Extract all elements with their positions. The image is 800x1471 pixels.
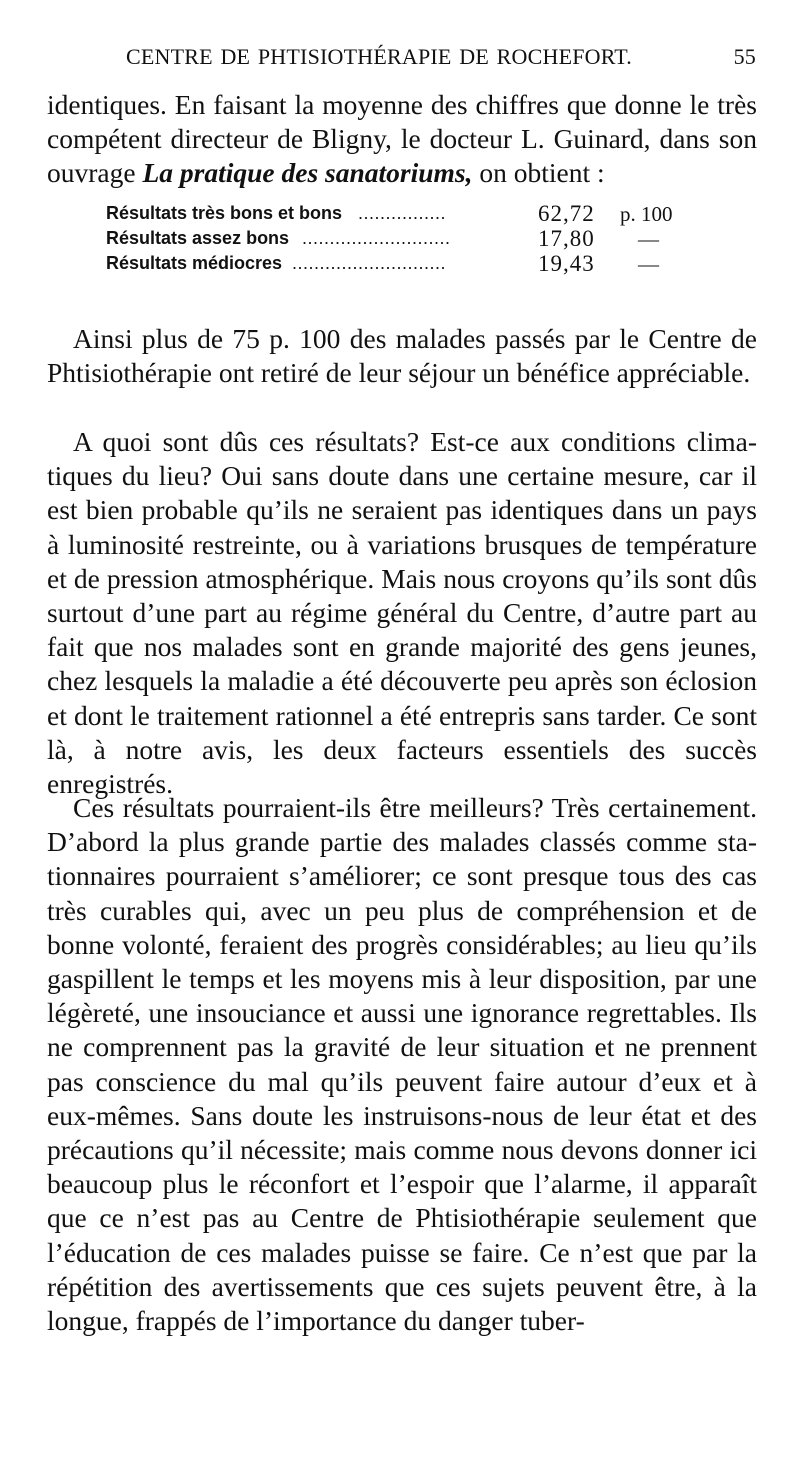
ditto-dash: — — [638, 252, 659, 276]
book-title: La pratique des sanatoriums, — [142, 157, 473, 189]
leader-dots: ........................... — [302, 228, 451, 248]
results-row — [106, 228, 686, 253]
ditto-dash: — — [638, 227, 659, 251]
result-unit: p. 100 — [620, 202, 673, 226]
result-label: Résultats très bons et bons — [106, 203, 343, 223]
paragraph-improvements: Ces résultats pourraient-ils être meilleurs? Très certainement. D’abord la plus grande partie des malades classés comme stationnaires pourraient s’améliorer; ce sont presque tous des cas très curables qui, avec un peu plus de compréhension et de bonne volonté, feraient des progrès considérables; au lieu qu’ils gaspillent le temps et les moyens mis à leur disposition, par une légèreté, une insouciance et aussi une ignorance regrettables. Ils ne comprennent pas la gravité de leur situation et ne prennent pas conscience du mal qu’ils peuvent faire autour d’eux et à eux-mêmes. Sans doute les instruisons-nous de leur état et des précautions qu’il nécessite; mais comme nous devons donner ici beaucoup plus le réconfort et l’espoir que l’alarme, il apparaît que ce n’est pas au Centre de Phtisiothérapie seulement que l’éducation de ces malades puisse se faire. Ce n’est que par la répétition des avertissements que ces sujets peuvent être, à la longue, frappés de l’importance du danger tuber- — [47, 792, 757, 1337]
results-row — [106, 203, 686, 228]
results-row — [106, 253, 686, 278]
results-table — [106, 203, 686, 278]
paragraph-intro-end: on obtient : — [472, 157, 605, 189]
page-number: 55 — [733, 44, 756, 69]
result-value: 17,80 — [538, 226, 595, 251]
result-value: 19,43 — [538, 251, 595, 276]
leader-dots: ................ — [358, 203, 447, 223]
result-label: Résultats assez bons — [106, 228, 290, 248]
paragraph-intro — [47, 88, 757, 191]
result-value: 62,72 — [538, 201, 595, 226]
leader-dots: ............................ — [292, 253, 447, 273]
paragraph-intro-text: identiques. En faisant la moyenne des chiffres que donne le très compétent directeur de Bligny, le docteur L. Guinard, dans son ouvrage — [47, 89, 757, 189]
running-header — [46, 44, 770, 78]
paragraph-summary: Ainsi plus de 75 p. 100 des malades passés par le Centre de Phtisiothérapie ont retiré de leur séjour un bénéfice appréciable. — [47, 323, 757, 389]
paragraph-causes: A quoi sont dûs ces résultats? Est-ce aux conditions climatiques du lieu? Oui sans doute dans une certaine mesure, car il est bien probable qu’ils ne seraient pas identiques dans un pays à luminosité restreinte, ou à variations brusques de température et de pression atmosphérique. Mais nous croyons qu’ils sont dûs surtout d’une part au régime général du Centre, d’autre part au fait que nos malades sont en grande majorité des gens jeunes, chez lesquels la maladie a été découverte peu après son éclosion et dont le traitement rationnel a été entrepris sans tarder. Ce sont là, à notre avis, les deux facteurs essentiels des succès enregistrés. — [47, 426, 757, 800]
result-label: Résultats médiocres — [106, 253, 283, 273]
running-title: CENTRE DE PHTISIOTHÉRAPIE DE ROCHEFORT. — [126, 44, 633, 69]
